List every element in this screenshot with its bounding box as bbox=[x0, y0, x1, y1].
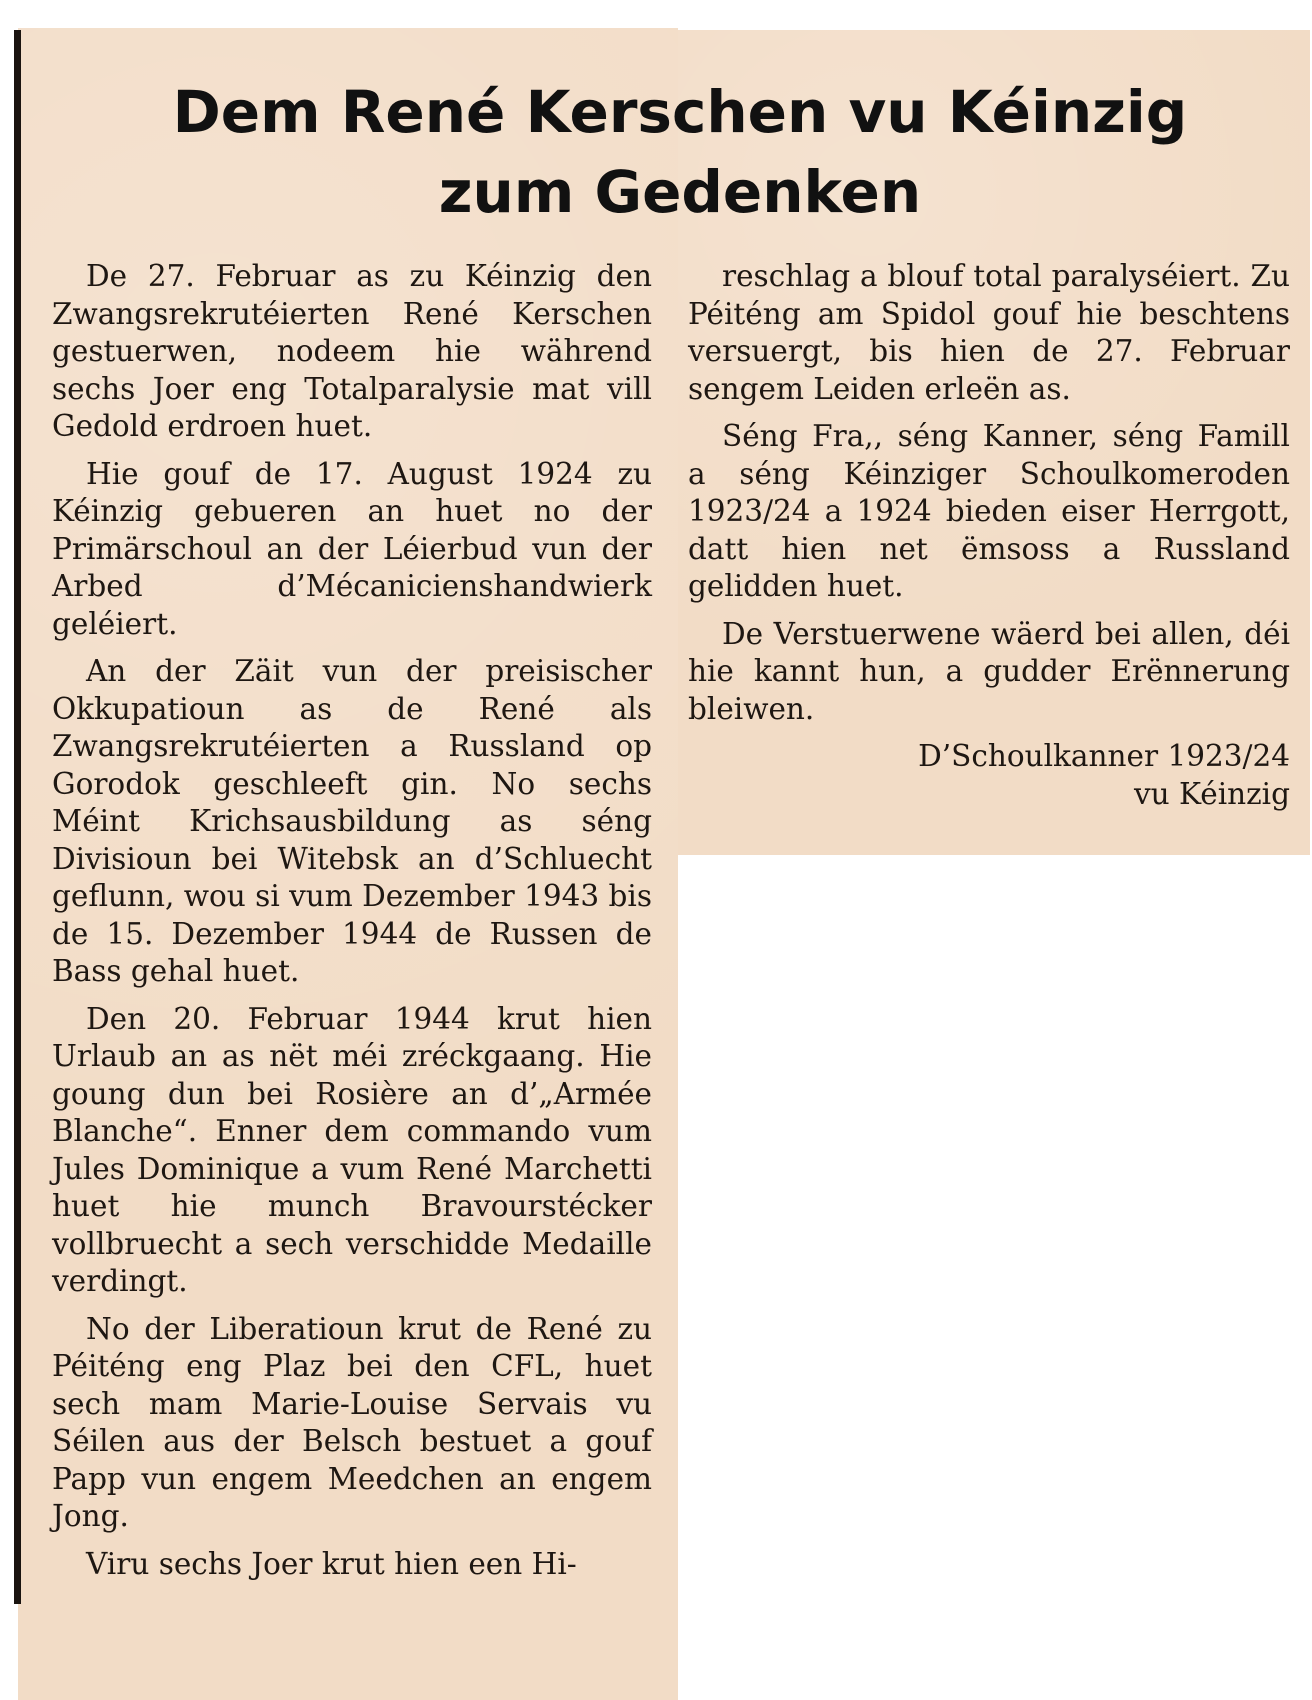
paragraph: Viru sechs Joer krut hien een Hi- bbox=[86, 1546, 577, 1581]
paragraph: reschlag a blouf total paralyséiert. Zu Péiténg am Spidol gouf hie beschtens versuergt, bis hien de 27. Februar sengem Leiden erleën as. bbox=[688, 259, 1290, 406]
article-title bbox=[60, 72, 1300, 232]
signature bbox=[688, 738, 1290, 813]
paragraph: De Verstuerwene wäerd bei allen, déi hie kannt hun, a gudder Erënnerung bleiwen. bbox=[688, 616, 1290, 726]
paragraph: Séng Fra,, séng Kanner, séng Famill a séng Kéinziger Schoulkomeroden 1923/24 a 1924 bieden eiser Herrgott, datt hien net ëmsoss a Russland gelidden huet. bbox=[688, 419, 1290, 603]
paragraph: No der Liberatioun krut de René zu Péiténg eng Plaz bei den CFL, huet sech mam Marie-Louise Servais vu Séilen aus der Belsch bestuet a gouf Papp vun engem Meedchen an engem Jong. bbox=[52, 1311, 652, 1533]
paragraph: Hie gouf de 17. August 1924 zu Kéinzig gebueren an huet no der Primärschoul an der Léierbud vun der Arbed d’Mécanicienshandwierk geléiert. bbox=[52, 456, 652, 641]
paragraph: De 27. Februar as zu Kéinzig den Zwangsrekrutéierten René Kerschen gestuerwen, nodeem hie während sechs Joer eng Totalparalysie mat vill Gedold erdroen huet. bbox=[52, 259, 652, 443]
article-right-column bbox=[688, 258, 1290, 813]
signature-line-2: vu Kéinzig bbox=[1133, 776, 1290, 811]
title-line-1: Dem René Kerschen vu Kéinzig bbox=[172, 78, 1188, 146]
title-line-2: zum Gedenken bbox=[438, 158, 922, 226]
signature-line-1: D’Schoulkanner 1923/24 bbox=[918, 739, 1290, 773]
scan-edge-bar bbox=[14, 30, 21, 1604]
paragraph: An der Zäit vun der preisischer Okkupatioun as de René als Zwangsrekrutéierten a Russland op Gorodok geschleeft gin. No sechs Méint Krichsausbildung as séng Divisioun bei Witebsk an d’Schluecht geflunn, wou si vum Dezember 1943 bis de 15. Dezember 1944 de Russen de Bass gehal huet. bbox=[52, 654, 652, 988]
paragraph: Den 20. Februar 1944 krut hien Urlaub an as nët méi zréckgaang. Hie goung dun bei Rosière an d’„Armée Blanche“. Enner dem commando vum Jules Dominique a vum René Marchetti huet hie munch Bravourstécker vollbruecht a sech verschidde Medaille verdingt. bbox=[52, 1001, 652, 1298]
article-left-column bbox=[52, 258, 652, 1593]
